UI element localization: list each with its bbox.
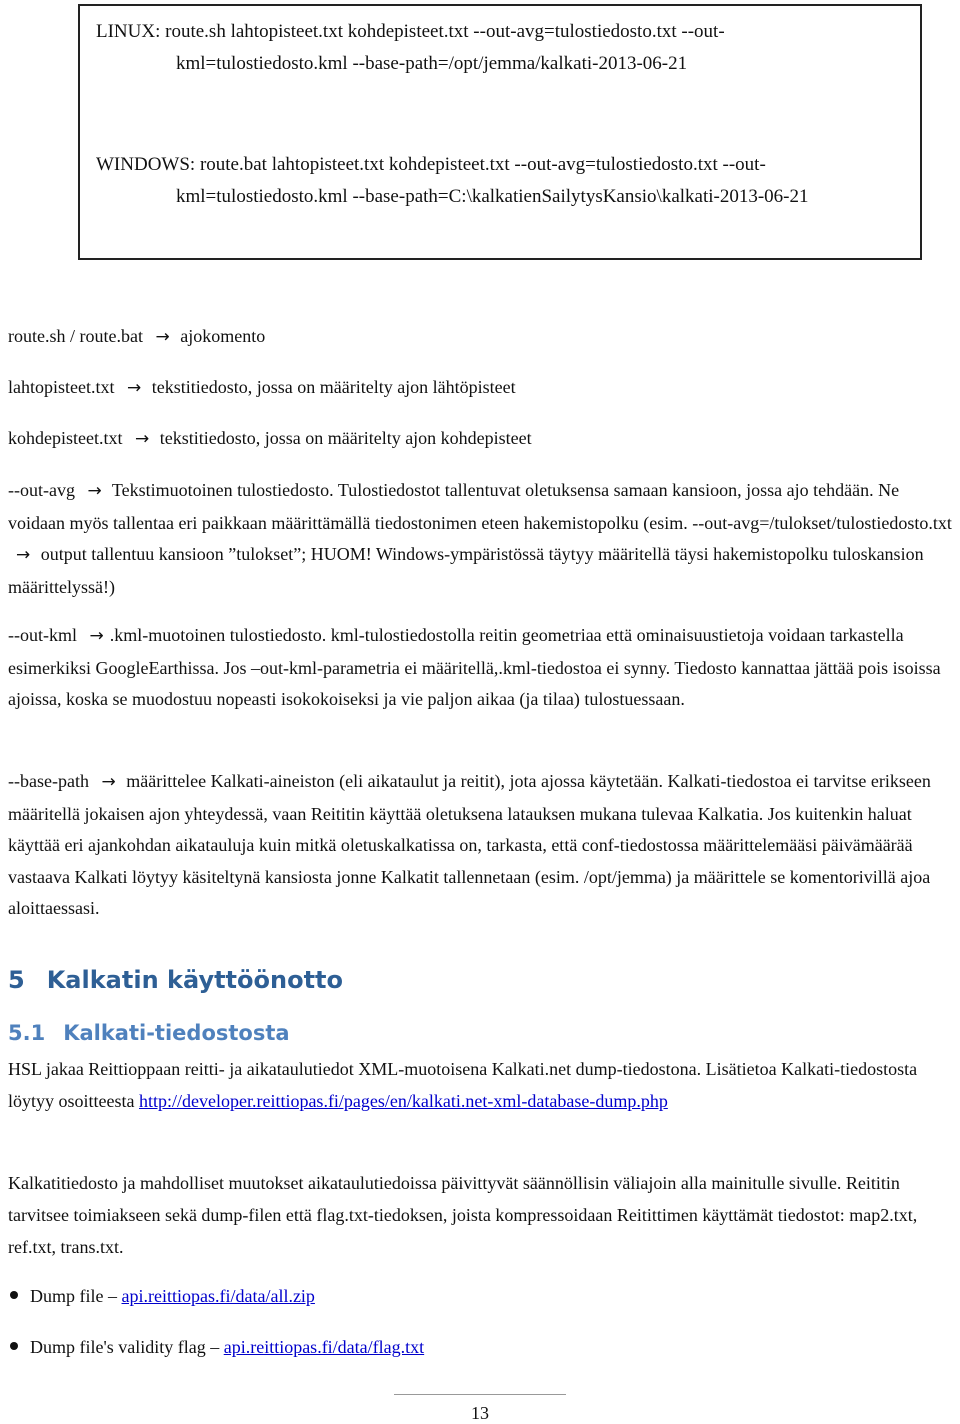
all-zip-link[interactable]: api.reittiopas.fi/data/all.zip (121, 1286, 315, 1306)
list-item (8, 1337, 424, 1358)
route-definition (8, 326, 265, 347)
bullet-icon (10, 1342, 18, 1350)
lahto-desc: tekstitiedosto, jossa on määritelty ajon lähtöpisteet (151, 377, 516, 397)
subsection-heading-5-1 (8, 1021, 290, 1045)
arrow-right-icon: → (89, 626, 104, 646)
out-kml-text: .kml-muotoinen tulostiedosto. kml-tulostiedostolla reitin geometriaa että ominaisuustietoja voidaan tarkastella esimerkiksi GoogleEarthissa. Jos –out-kml-parametria ei määritellä,.kml-tiedostoa ei synny. Tiedosto kannattaa jättää pois isoissa ajoissa, koska se muodostuu nopeasti isokokoiseksi ja vie paljon aikaa (ja tilaa) tulostuessaan. (8, 625, 941, 709)
windows-line2: kml=tulostiedosto.kml --base-path=C:\kalkatienSailytysKansio\kalkati-2013-06-21 (176, 186, 809, 207)
arrow-right-icon: → (155, 327, 170, 347)
arrow-right-icon: → (16, 545, 31, 565)
route-desc: ajokomento (180, 326, 266, 346)
kohde-term: kohdepisteet.txt (8, 428, 123, 448)
command-examples-box (78, 4, 922, 260)
linux-line2: kml=tulostiedosto.kml --base-path=/opt/jemma/kalkati-2013-06-21 (176, 53, 688, 74)
bullet-label: Dump file's validity flag – (30, 1337, 220, 1357)
page-number: 13 (471, 1403, 489, 1423)
section-number: 5 (8, 966, 25, 994)
windows-command (96, 149, 809, 213)
bullet-label: Dump file – (30, 1286, 117, 1306)
linux-label: LINUX: (96, 21, 161, 42)
out-avg-text-b: output tallentuu kansioon ”tulokset”; HUOM! Windows-ympäristössä täytyy määritellä täysi hakemistopolku tuloskansion määrittelyssä!) (8, 544, 924, 597)
base-path-text: määrittelee Kalkati-aineiston (eli aikataulut ja reitit), jota ajossa käytetään. Kalkati-tiedostoa ei tarvitse erikseen määritellä jokaisen ajon yhteydessä, vaan Reititin käyttää oletuksena latauksen mukana tulevaa Kalkatia. Jos kuitenkin haluat käyttää eri ajankohdan aikatauluja kuin mitkä oletuskalkatissa on, tarkasta, että conf-tiedostossa määrittelemääsi päivämäärää vastaava Kalkati löytyy käsiteltynä kansiosta jonne Kalkatit tallennetaan (esim. /opt/jemma) ja määrittele se komentorivillä ajoa aloittaessasi. (8, 771, 931, 918)
section-heading-5 (8, 966, 343, 994)
kalkati-paragraph (8, 1167, 952, 1263)
out-kml-term: --out-kml (8, 625, 77, 645)
out-avg-term: --out-avg (8, 480, 75, 500)
arrow-right-icon: → (134, 429, 150, 449)
windows-label: WINDOWS: (96, 154, 196, 175)
subsection-title: Kalkati-tiedostosta (63, 1021, 290, 1045)
out-avg-text-a: Tekstimuotoinen tulostiedosto. Tulostiedostot tallentuvat oletuksensa samaan kansioon, jossa ajo tehdään. Ne voidaan myös tallentaa eri paikkaan määrittämällä tiedostonimen eteen hakemistopolku (esim. --out-avg=/tulokset/tulostiedosto.txt (8, 480, 952, 533)
route-term: route.sh / route.bat (8, 326, 143, 346)
flag-txt-link[interactable]: api.reittiopas.fi/data/flag.txt (223, 1337, 425, 1357)
windows-line1: route.bat lahtopisteet.txt kohdepisteet.txt --out-avg=tulostiedosto.txt --out- (199, 154, 766, 175)
base-path-term: --base-path (8, 771, 89, 791)
kohde-definition (8, 428, 532, 449)
section-title: Kalkatin käyttöönotto (46, 966, 344, 994)
lahto-term: lahtopisteet.txt (8, 377, 115, 397)
arrow-right-icon: → (87, 481, 102, 501)
list-item (8, 1286, 315, 1307)
developer-link[interactable]: http://developer.reittiopas.fi/pages/en/kalkati.net-xml-database-dump.php (138, 1091, 668, 1111)
hsl-paragraph (8, 1053, 952, 1117)
base-path-paragraph (8, 766, 952, 925)
linux-line1: route.sh lahtopisteet.txt kohdepisteet.txt --out-avg=tulostiedosto.txt --out- (165, 21, 725, 42)
footer-divider (394, 1394, 566, 1395)
kalkati-text: Kalkatitiedosto ja mahdolliset muutokset aikataulutiedoissa päivittyvät säännöllisin väliajoin alla mainitulle sivulle. Reititin tarvitsee toimiakseen sekä dump-filen että flag.txt-tiedoksen, joista kompressoidaan Reitittimen käyttämät tiedostot: map2.txt, ref.txt, trans.txt. (8, 1173, 918, 1257)
out-kml-paragraph (8, 620, 952, 716)
out-avg-paragraph (8, 475, 952, 603)
hsl-text: HSL jakaa Reittioppaan reitti- ja aikataulutiedot XML-muotoisena Kalkati.net dump-tiedostona. Lisätietoa Kalkati-tiedostosta löytyy osoitteesta (8, 1059, 918, 1111)
arrow-right-icon: → (101, 772, 116, 792)
kohde-desc: tekstitiedosto, jossa on määritelty ajon kohdepisteet (159, 428, 532, 448)
subsection-number: 5.1 (8, 1021, 46, 1045)
linux-command (96, 16, 725, 80)
bullet-icon (10, 1291, 18, 1299)
arrow-right-icon: → (126, 378, 142, 398)
lahto-definition (8, 377, 516, 398)
